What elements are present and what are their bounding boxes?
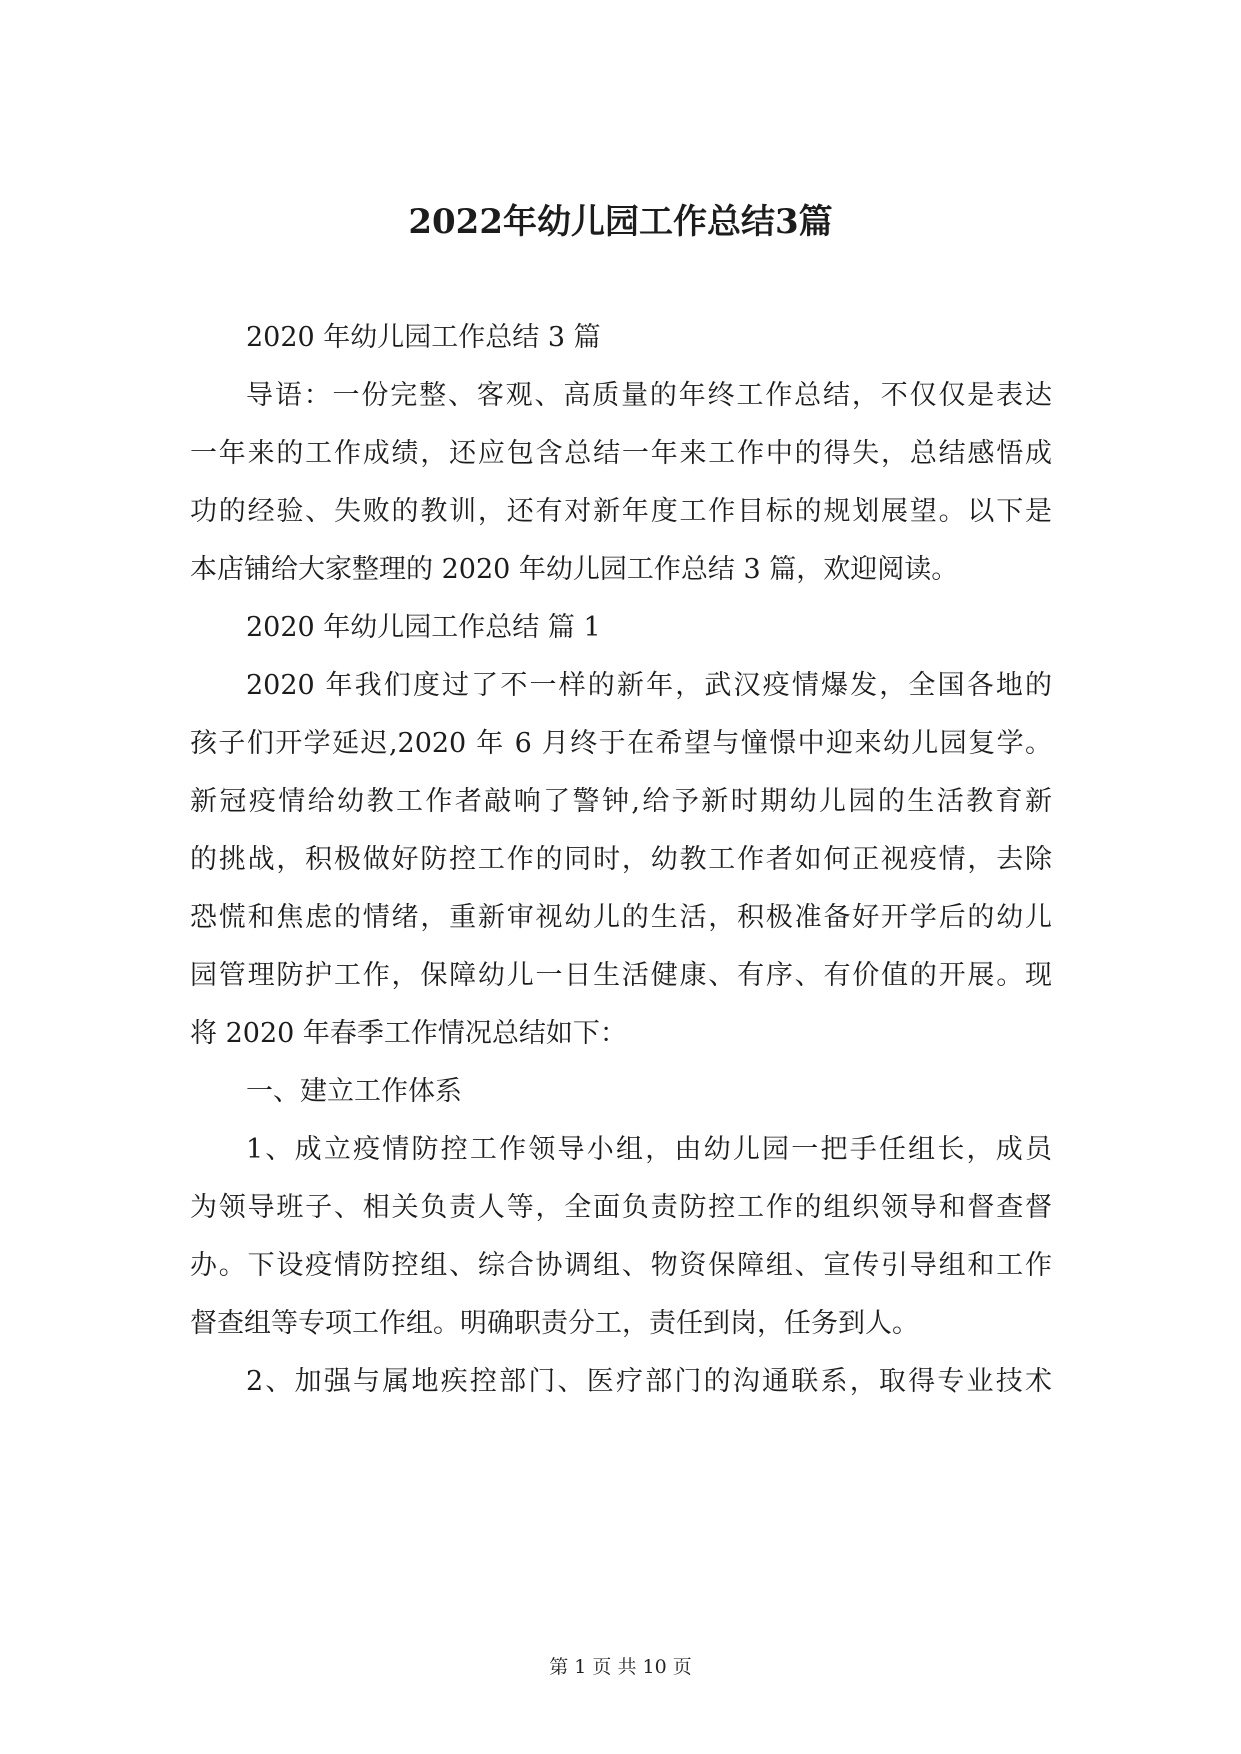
text-line: 导语：一份完整、客观、高质量的年终工作总结，不仅仅是表达 [246,380,1052,411]
paragraph [190,657,1052,1063]
text-line: 新冠疫情给幼教工作者敲响了警钟,给予新时期幼儿园的生活教育新 [190,786,1052,817]
paragraph-heading [190,309,1052,367]
text-line: 2020 年幼儿园工作总结 3 篇 [246,322,601,353]
text-line: 功的经验、失败的教训，还有对新年度工作目标的规划展望。以下是 [190,496,1052,527]
text-line: 本店铺给大家整理的 2020 年幼儿园工作总结 3 篇，欢迎阅读。 [190,554,959,585]
document-body [190,309,1052,1411]
text-line: 1、成立疫情防控工作领导小组，由幼儿园一把手任组长，成员 [246,1134,1052,1165]
text-line: 2、加强与属地疾控部门、医疗部门的沟通联系，取得专业技术 [246,1366,1052,1397]
text-line: 督查组等专项工作组。明确职责分工，责任到岗，任务到人。 [190,1308,919,1339]
page-number-footer: 第 1 页 共 10 页 [549,1656,692,1678]
text-line: 2020 年我们度过了不一样的新年，武汉疫情爆发，全国各地的 [246,670,1052,701]
paragraph [190,1121,1052,1353]
text-line: 恐慌和焦虑的情绪，重新审视幼儿的生活，积极准备好开学后的幼儿 [190,902,1052,933]
section-heading [190,599,1052,657]
text-line: 2020 年幼儿园工作总结 篇 1 [246,612,601,643]
text-line: 为领导班子、相关负责人等，全面负责防控工作的组织领导和督查督 [190,1192,1052,1223]
document-title: 2022年幼儿园工作总结3篇 [408,202,833,242]
subsection-heading [190,1063,1052,1121]
text-line: 将 2020 年春季工作情况总结如下： [190,1018,627,1049]
text-line: 一年来的工作成绩，还应包含总结一年来工作中的得失，总结感悟成 [190,438,1052,469]
text-line: 办。下设疫情防控组、综合协调组、物资保障组、宣传引导组和工作 [190,1250,1052,1281]
text-line: 园管理防护工作，保障幼儿一日生活健康、有序、有价值的开展。现 [190,960,1052,991]
paragraph [190,1353,1052,1411]
text-line: 孩子们开学延迟,2020 年 6 月终于在希望与憧憬中迎来幼儿园复学。 [190,728,1052,759]
paragraph-intro [190,367,1052,599]
text-line: 的挑战，积极做好防控工作的同时，幼教工作者如何正视疫情，去除 [190,844,1052,875]
text-line: 一、建立工作体系 [246,1076,462,1107]
